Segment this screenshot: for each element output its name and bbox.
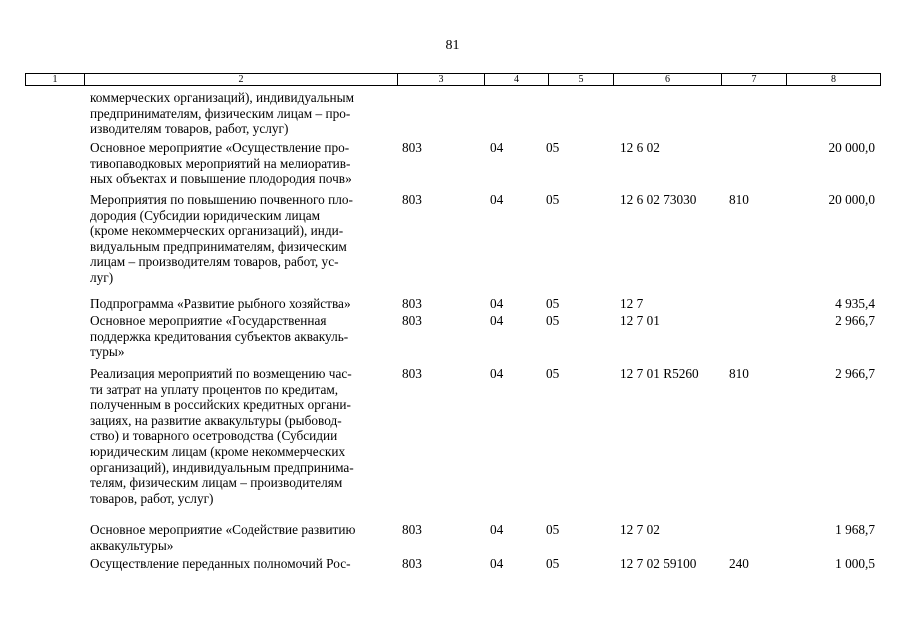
column-header-5: 5	[549, 74, 614, 85]
column-header-7: 7	[722, 74, 787, 85]
table-header-row	[25, 73, 881, 86]
column-header-6: 6	[614, 74, 722, 85]
row-name: Мероприятия по повышению почвенного пло- дородия (Субсидии юридическим лицам (кроме некоммерческих организаций), инди- видуальным предпринимателям, физическим лицам – производителям товаров, работ, ус- луг)	[90, 192, 353, 285]
row-code-4: 04	[490, 296, 504, 311]
row-amount: 1 968,7	[835, 522, 875, 537]
row-name: Реализация мероприятий по возмещению час- ти затрат на уплату процентов по кредитам, полученным в российских кредитных органи- зациях, на развитие аквакультуры (рыбовод- ство) и товарного осетроводства (Субсидии юридическим лицам (кроме некоммерческих организаций), индивидуальным предпринима- телям, физическим лицам – производителям товаров, работ, услуг)	[90, 366, 354, 506]
row-code-5: 05	[546, 192, 560, 207]
column-header-1: 1	[26, 74, 85, 85]
row-code-3: 803	[402, 366, 422, 381]
column-header-4: 4	[485, 74, 549, 85]
row-code-3: 803	[402, 556, 422, 571]
row-code-5: 05	[546, 556, 560, 571]
row-amount: 1 000,5	[835, 556, 875, 571]
row-code-7: 810	[729, 192, 749, 207]
row-code-5: 05	[546, 366, 560, 381]
row-code-5: 05	[546, 522, 560, 537]
row-code-3: 803	[402, 313, 422, 328]
column-header-2: 2	[85, 74, 398, 85]
row-code-3: 803	[402, 192, 422, 207]
row-amount: 20 000,0	[828, 140, 875, 155]
row-code-3: 803	[402, 296, 422, 311]
row-name: Подпрограмма «Развитие рыбного хозяйства»	[90, 296, 351, 311]
row-name: Осуществление переданных полномочий Рос-	[90, 556, 351, 571]
page-number: 81	[445, 38, 460, 53]
row-code-6: 12 7 01	[620, 313, 660, 328]
row-code-6: 12 6 02 73030	[620, 192, 697, 207]
row-code-4: 04	[490, 313, 504, 328]
row-name: Основное мероприятие «Государственная поддержка кредитования субъектов аквакуль- туры»	[90, 313, 349, 360]
row-code-5: 05	[546, 313, 560, 328]
row-code-4: 04	[490, 192, 504, 207]
row-code-4: 04	[490, 556, 504, 571]
row-name: коммерческих организаций), индивидуальным предпринимателям, физическим лицам – про- изводителям товаров, работ, услуг)	[90, 90, 354, 137]
row-code-4: 04	[490, 140, 504, 155]
row-code-5: 05	[546, 140, 560, 155]
row-name: Основное мероприятие «Содействие развитию аквакультуры»	[90, 522, 356, 553]
row-code-6: 12 6 02	[620, 140, 660, 155]
row-amount: 20 000,0	[828, 192, 875, 207]
row-code-4: 04	[490, 522, 504, 537]
row-code-3: 803	[402, 522, 422, 537]
row-code-7: 810	[729, 366, 749, 381]
row-code-6: 12 7 02 59100	[620, 556, 697, 571]
row-code-4: 04	[490, 366, 504, 381]
row-amount: 2 966,7	[835, 313, 875, 328]
row-code-6: 12 7 02	[620, 522, 660, 537]
column-header-3: 3	[398, 74, 485, 85]
row-amount: 4 935,4	[835, 296, 875, 311]
row-code-3: 803	[402, 140, 422, 155]
row-code-7: 240	[729, 556, 749, 571]
row-name: Основное мероприятие «Осуществление про- тивопаводковых мероприятий на мелиоратив- ных объектах и повышение плодородия почв»	[90, 140, 352, 187]
column-header-8: 8	[831, 74, 836, 85]
row-code-6: 12 7	[620, 296, 644, 311]
row-code-5: 05	[546, 296, 560, 311]
row-amount: 2 966,7	[835, 366, 875, 381]
row-code-6: 12 7 01 R5260	[620, 366, 699, 381]
